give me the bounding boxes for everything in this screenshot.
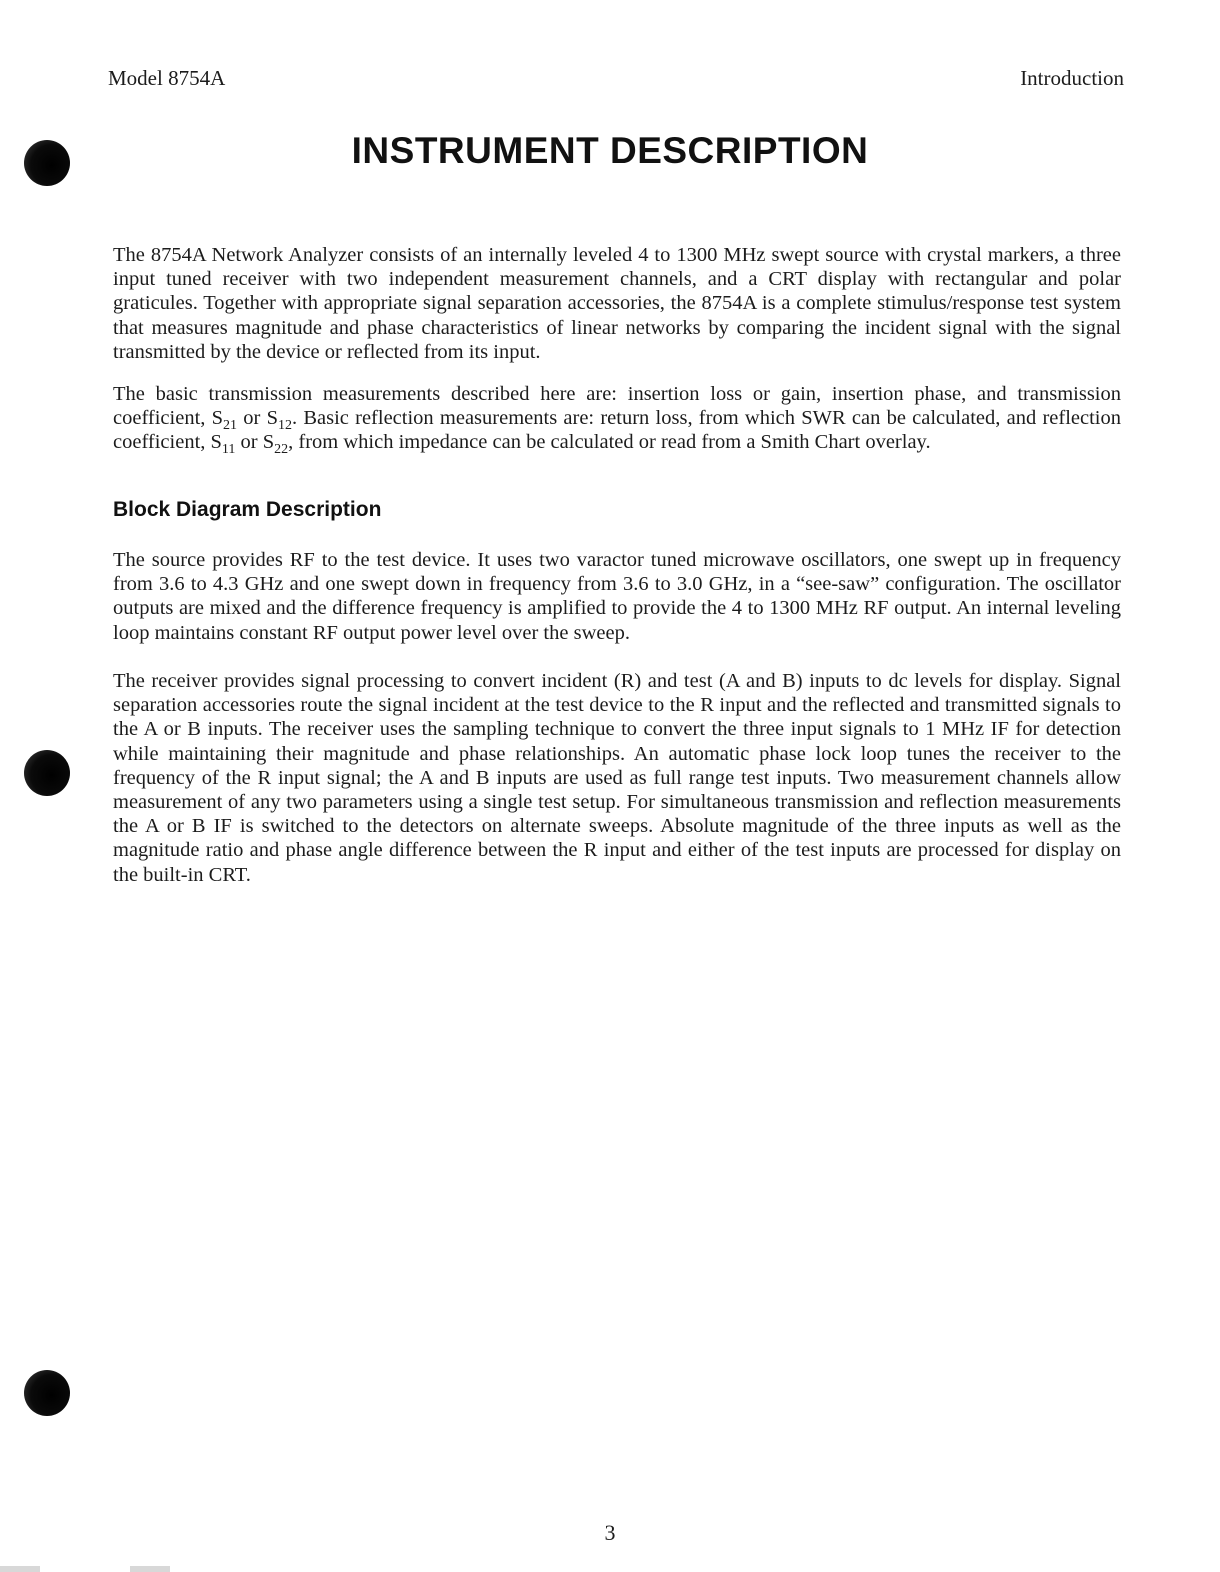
header-model: Model 8754A <box>108 66 226 90</box>
section-heading: Block Diagram Description <box>113 498 382 521</box>
source-paragraph: The source provides RF to the test device. It uses two varactor tuned microwave oscillators, one swept up in frequency from 3.6 to 4.3 GHz and one swept down in frequency from 3.6 to 3.0 GHz, in a “see-saw” configuration. The oscillator outputs are mixed and the difference frequency is amplified to provide the 4 to 1300 MHz RF output. An internal leveling loop maintains constant RF output power level over the sweep. <box>113 549 1121 644</box>
binder-hole <box>24 1370 70 1416</box>
scan-edge-mark <box>130 1566 170 1572</box>
binder-hole <box>24 750 70 796</box>
intro-paragraph: The 8754A Network Analyzer consists of an internally leveled 4 to 1300 MHz swept source with crystal markers, a three input tuned receiver with two independent measurement channels, and a CRT display with rectangular and polar graticules. Together with appropriate signal separation accessories, the 8754A is a complete stimulus/response test system that measures magnitude and phase characteristics of linear networks by comparing the incident signal with the signal transmitted by the device or reflected from its input. <box>113 244 1121 363</box>
measurements-paragraph: The basic transmission measurements described here are: insertion loss or gain, insertion phase, and transmission coefficient, $S_{21}$ or $S_{12}$. Basic reflection measurements are: return loss, from which SWR can be calculated, and reflection coefficient, $S_{11}$ or $S_{22}$, from which impedance can be calculated or read from a Smith Chart overlay. <box>113 383 1121 458</box>
page-number: 3 <box>604 1520 616 1545</box>
scan-edge-mark <box>0 1566 40 1572</box>
page-title: INSTRUMENT DESCRIPTION <box>351 130 869 171</box>
header-section: Introduction <box>1020 66 1124 90</box>
receiver-paragraph: The receiver provides signal processing to convert incident (R) and test (A and B) inputs to dc levels for display. Signal separation accessories route the signal incident at the test device to the R input and the reflected and transmitted signals to the A or B inputs. The receiver uses the sampling technique to convert the three input signals to 1 MHz IF for detection while maintaining their magnitude and phase relationships. An automatic phase lock loop tunes the receiver to the frequency of the R input signal; the A and B inputs are used as full range test inputs. Two measurement channels allow measurement of any two parameters using a single test setup. For simultaneous transmission and reflection measurements the A or B IF is switched to the detectors on alternate sweeps. Absolute magnitude of the three inputs as well as the magnitude ratio and phase angle difference between the R input and either of the test inputs are processed for display on the built-in CRT. <box>113 670 1121 886</box>
